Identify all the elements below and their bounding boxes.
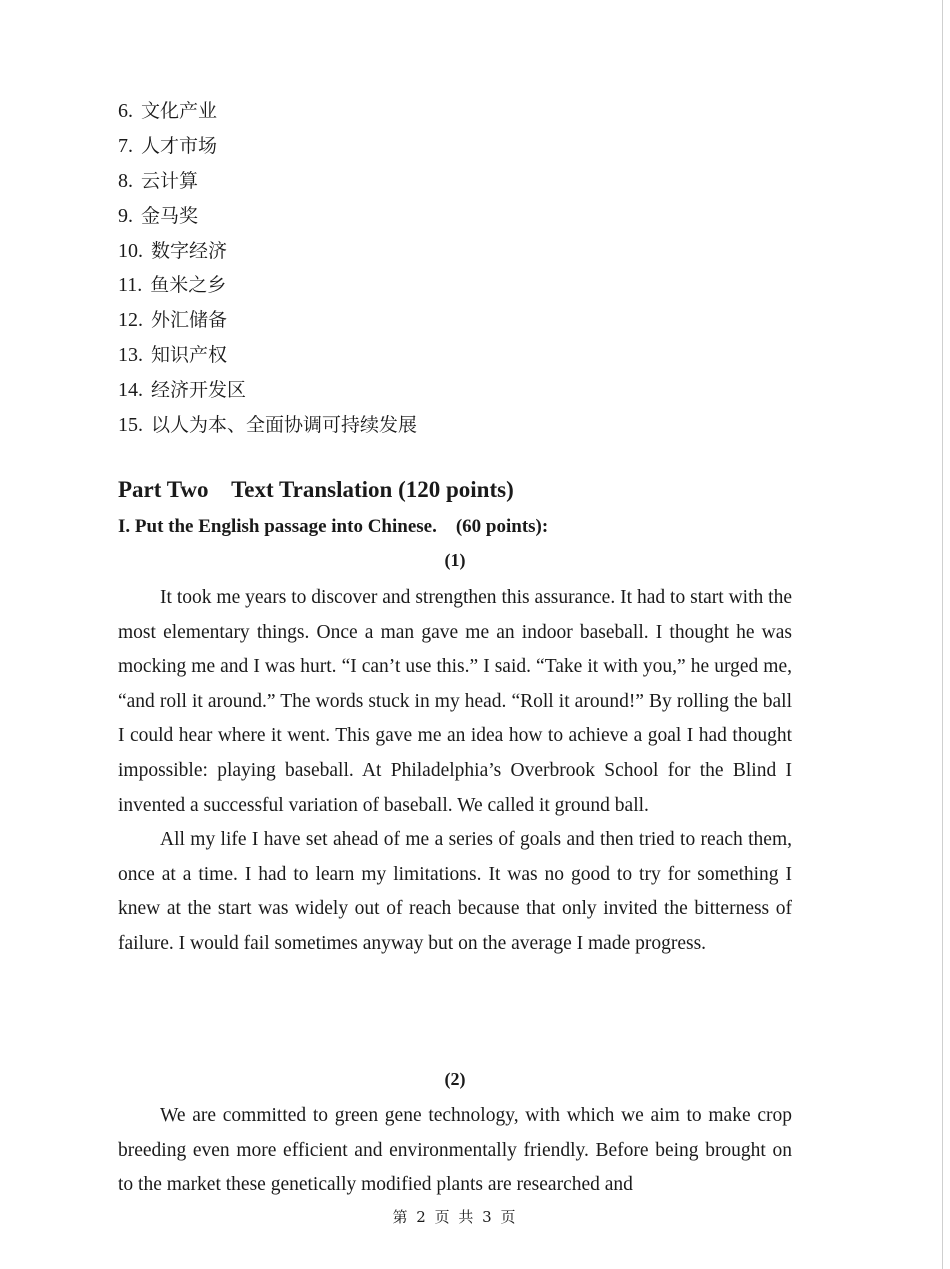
- term-number: 9.: [118, 204, 133, 227]
- term-number: 13.: [118, 344, 143, 367]
- term-text: 经济开发区: [151, 379, 247, 402]
- term-text: 鱼米之乡: [150, 274, 227, 297]
- passage-paragraph: It took me years to discover and strengthen this assurance. It had to start with the most elementary things. Once a man gave me an indoor baseball. I thought he was mocking me and I was hurt. “I can’t use this.” I said. “Take it with you,” he urged me, “and roll it around.” The words stuck in my head. “Roll it around!” By rolling the ball I could hear where it went. This gave me an idea how to achieve a goal I had thought impossible: playing baseball. At Philadelphia’s Overbrook School for the Blind I invented a successful variation of baseball. We called it ground ball.: [118, 587, 792, 816]
- term-number: 11.: [118, 274, 143, 297]
- term-item: [118, 234, 417, 269]
- part-heading: Part Two Text Translation (120 points): [118, 477, 514, 502]
- term-text: 外汇储备: [151, 309, 228, 332]
- term-text: 数字经济: [151, 239, 228, 262]
- term-number: 15.: [118, 414, 143, 437]
- section-heading: I. Put the English passage into Chinese. (60 points):: [118, 516, 549, 537]
- term-list: [118, 94, 417, 443]
- term-text: 人才市场: [141, 134, 218, 157]
- term-item: [118, 199, 417, 234]
- term-number: 10.: [118, 239, 143, 262]
- term-number: 12.: [118, 309, 143, 332]
- term-item: [118, 408, 417, 443]
- term-text: 文化产业: [141, 100, 218, 122]
- passage-1: [118, 581, 792, 962]
- passage-1-label: (1): [444, 550, 466, 570]
- passage-2-label: (2): [444, 1069, 466, 1089]
- term-text: 知识产权: [151, 344, 228, 367]
- term-number: 6.: [118, 100, 133, 122]
- term-text: 金马奖: [141, 204, 199, 227]
- page-footer: 第 2 页 共 3 页: [392, 1208, 518, 1226]
- term-item: [118, 338, 417, 373]
- term-number: 14.: [118, 379, 143, 402]
- passage-2: [118, 1099, 792, 1203]
- term-item: [118, 94, 417, 129]
- term-item: [118, 373, 417, 408]
- term-item: [118, 164, 417, 199]
- passage-paragraph: We are committed to green gene technology, with which we aim to make crop breeding even more efficient and environmentally friendly. Before being brought on to the market these genetically modified plants are researched and: [118, 1105, 792, 1196]
- term-item: [118, 129, 417, 164]
- term-item: [118, 303, 417, 338]
- page-edge-line: [942, 0, 943, 1269]
- term-number: 8.: [118, 169, 133, 192]
- term-item: [118, 268, 417, 303]
- passage-paragraph: All my life I have set ahead of me a series of goals and then tried to reach them, once at a time. I had to learn my limitations. It was no good to try for something I knew at the start was widely out of reach because that only invited the bitterness of failure. I would fail sometimes anyway but on the average I made progress.: [118, 829, 792, 954]
- term-text: 云计算: [141, 169, 199, 192]
- term-text: 以人为本、全面协调可持续发展: [151, 414, 418, 437]
- term-number: 7.: [118, 134, 133, 157]
